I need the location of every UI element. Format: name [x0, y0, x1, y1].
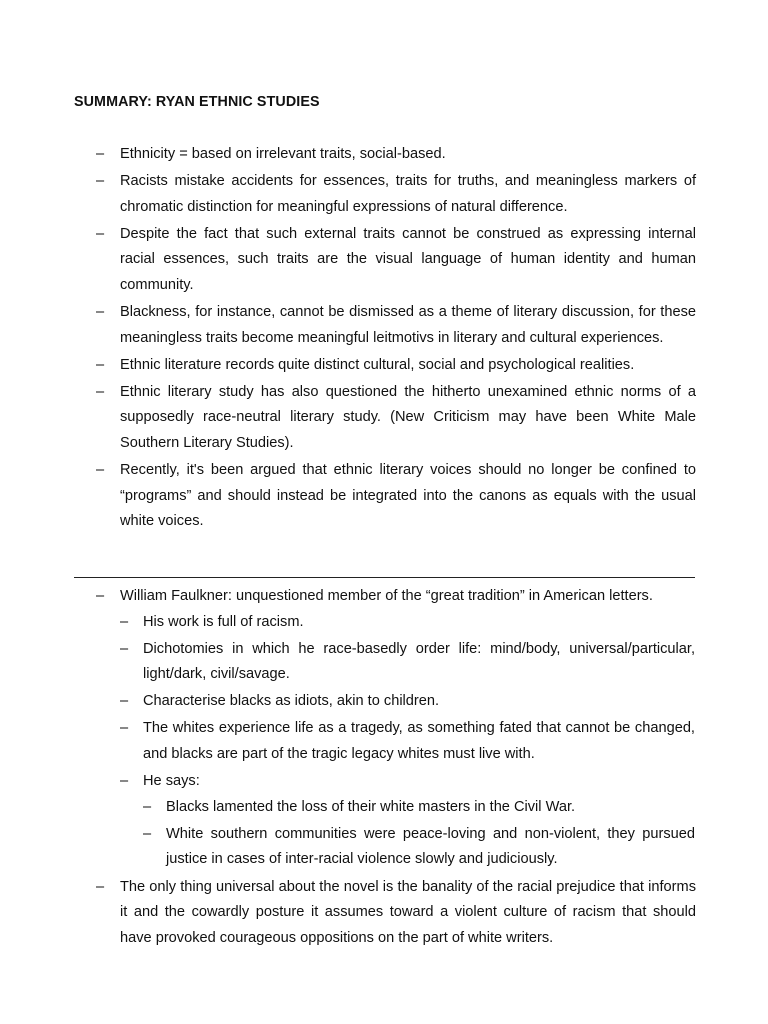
list-item-faulkner	[96, 584, 696, 873]
list-item-text: The whites experience life as a tragedy, as something fated that cannot be changed, and blacks are part of the tragic legacy whites must live with.	[143, 720, 695, 763]
list-item-text: Racists mistake accidents for essences, traits for truths, and meaningless markers of chromatic distinction for meaningful expressions of natural difference.	[120, 173, 696, 215]
sub-list-item-he-says	[120, 769, 695, 873]
list-item	[96, 380, 696, 457]
list-item	[96, 169, 696, 220]
sub-sub-list-item	[143, 795, 695, 821]
list-item-text: Despite the fact that such external traits cannot be construed as expressing internal racial essences, such traits are the visual language of human identity and human community.	[120, 225, 696, 293]
bullet-dash: –	[120, 693, 129, 710]
list-item-text: White southern communities were peace-loving and non-violent, they pursued justice in cases of inter-racial violence slowly and judiciously.	[166, 825, 695, 868]
list-item-text: Ethnic literature records quite distinct cultural, social and psychological realities.	[120, 356, 635, 373]
bullet-dash: –	[96, 146, 105, 162]
faulkner-sub-list	[120, 610, 695, 873]
bullet-dash: –	[96, 878, 105, 895]
list-item	[96, 142, 696, 168]
list-item	[96, 222, 696, 299]
sub-list-item	[120, 637, 695, 688]
sub-list-item	[120, 689, 695, 715]
sub-list-item	[120, 610, 695, 636]
bullet-dash: –	[143, 825, 152, 842]
list-item-text: The only thing universal about the novel is the banality of the racial prejudice that informs it and the cowardly posture it assumes toward a violent culture of racism that should have provoked courageous oppositions on the part of white writers.	[120, 878, 696, 946]
list-item-text: Recently, it's been argued that ethnic literary voices should no longer be confined to “programs” and should instead be integrated into the canons as equals with the usual white voices.	[120, 462, 696, 530]
list-item-text: Dichotomies in which he race-basedly order life: mind/body, universal/particular, light/dark, civil/savage.	[143, 640, 695, 683]
bullet-dash: –	[120, 773, 129, 790]
summary-bullet-list	[96, 142, 696, 536]
list-item-text: He says:	[143, 773, 200, 790]
list-item-conclusion	[96, 875, 696, 952]
list-item-text: Blackness, for instance, cannot be dismissed as a theme of literary discussion, for these meaningless traits become meaningful leitmotivs in literary and cultural experiences.	[120, 304, 696, 346]
bullet-dash: –	[143, 798, 152, 815]
section-divider	[74, 577, 695, 578]
bullet-dash: –	[96, 356, 105, 373]
faulkner-bullet-list	[96, 584, 696, 953]
list-item	[96, 353, 696, 379]
bullet-dash: –	[120, 613, 129, 630]
list-item-text: Ethnicity = based on irrelevant traits, social-based.	[120, 146, 446, 162]
bullet-dash: –	[96, 588, 105, 604]
bullet-dash: –	[120, 640, 129, 657]
he-says-sub-list	[143, 795, 695, 873]
sub-list-item	[120, 716, 695, 767]
bullet-dash: –	[120, 720, 129, 737]
bullet-dash: –	[96, 225, 105, 242]
bullet-dash: –	[96, 173, 105, 190]
list-item	[96, 458, 696, 535]
list-item	[96, 300, 696, 351]
document-title: SUMMARY: RYAN ETHNIC STUDIES	[74, 94, 320, 110]
bullet-dash: –	[96, 383, 105, 400]
list-item-text: Characterise blacks as idiots, akin to children.	[143, 693, 440, 710]
list-item-text: Blacks lamented the loss of their white masters in the Civil War.	[166, 798, 576, 815]
list-item-text: Ethnic literary study has also questioned the hitherto unexamined ethnic norms of a supposedly race-neutral literary study. (New Criticism may have been White Male Southern Literary Studies).	[120, 383, 696, 452]
sub-sub-list-item	[143, 822, 695, 873]
bullet-dash: –	[96, 304, 105, 321]
bullet-dash: –	[96, 462, 105, 479]
list-item-text: William Faulkner: unquestioned member of the “great tradition” in American letters.	[120, 588, 653, 604]
list-item-text: His work is full of racism.	[143, 613, 304, 630]
